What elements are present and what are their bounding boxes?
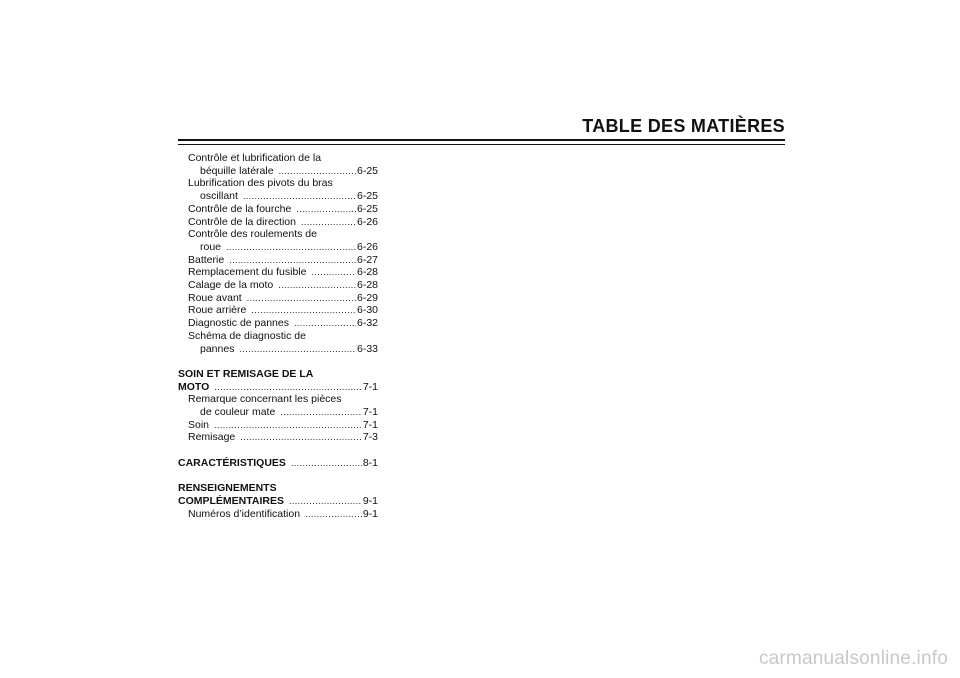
toc-entry-label: Schéma de diagnostic de xyxy=(188,329,306,342)
toc-page-number: 6-25 xyxy=(356,164,378,177)
toc-entry-label: Remplacement du fusible xyxy=(188,266,307,279)
toc-section-label: CARACTÉRISTIQUES xyxy=(178,456,286,469)
dot-leader xyxy=(214,419,362,432)
toc-entry-label: béquille latérale xyxy=(200,164,274,177)
title-rule xyxy=(178,139,785,145)
toc-entry-label: de couleur mate xyxy=(200,406,276,419)
toc-page-number: 6-29 xyxy=(356,291,378,304)
dot-leader xyxy=(243,190,356,203)
dot-leader xyxy=(301,216,356,229)
dot-leader xyxy=(214,381,362,394)
dot-leader xyxy=(239,343,356,356)
toc-entry-label: Roue avant xyxy=(188,291,242,304)
toc-page-number: 7-1 xyxy=(362,406,378,419)
dot-leader xyxy=(294,317,356,330)
toc-entry[interactable] xyxy=(178,216,378,229)
toc-entry[interactable] xyxy=(178,152,378,165)
section-spacer xyxy=(178,355,378,368)
dot-leader xyxy=(278,279,356,292)
toc-entry-label: Soin xyxy=(188,418,210,431)
toc-entry[interactable] xyxy=(178,228,378,241)
toc-section-heading[interactable] xyxy=(178,495,378,508)
toc-page-number: 6-27 xyxy=(356,253,378,266)
toc-entry[interactable] xyxy=(178,330,378,343)
toc-entry-label: Calage de la moto xyxy=(188,279,274,292)
toc-entry[interactable] xyxy=(178,317,378,330)
toc-entry-label: Contrôle de la fourche xyxy=(188,202,292,215)
dot-leader xyxy=(229,254,356,267)
toc-entry[interactable] xyxy=(178,343,378,356)
dot-leader xyxy=(291,457,362,470)
toc-page-number: 6-26 xyxy=(356,240,378,253)
toc-entry[interactable] xyxy=(178,393,378,406)
toc-page-number: 8-1 xyxy=(362,456,378,469)
toc-entry-label: Diagnostic de pannes xyxy=(188,317,289,330)
toc-section-label: MOTO xyxy=(178,380,210,393)
toc-entry-label: Contrôle des roulements de xyxy=(188,228,317,241)
toc-entry-label: Lubrification des pivots du bras xyxy=(188,177,333,190)
toc-page-number: 6-33 xyxy=(356,342,378,355)
toc-entry-label: roue xyxy=(200,240,222,253)
toc-section-heading[interactable] xyxy=(178,368,378,381)
toc-page-number: 9-1 xyxy=(362,494,378,507)
toc-page-number: 6-32 xyxy=(356,317,378,330)
dot-leader xyxy=(296,203,356,216)
toc-entry-label: Batterie xyxy=(188,253,225,266)
toc-entry[interactable] xyxy=(178,508,378,521)
toc-entry-label: oscillant xyxy=(200,190,238,203)
toc-entry[interactable] xyxy=(178,431,378,444)
page-title: TABLE DES MATIÈRES xyxy=(582,116,785,136)
toc-entry-label: Remisage xyxy=(188,431,236,444)
toc-section-label: COMPLÉMENTAIRES xyxy=(178,494,284,507)
section-spacer xyxy=(178,470,378,483)
toc-entry-label: Numéros d’identification xyxy=(188,507,301,520)
table-of-contents xyxy=(178,152,378,520)
toc-entry-label: Contrôle de la direction xyxy=(188,215,296,228)
toc-entry[interactable] xyxy=(178,292,378,305)
toc-page-number: 6-28 xyxy=(356,279,378,292)
toc-page-number: 6-28 xyxy=(356,266,378,279)
dot-leader xyxy=(247,292,356,305)
dot-leader xyxy=(289,495,362,508)
toc-entry[interactable] xyxy=(178,241,378,254)
section-spacer xyxy=(178,444,378,457)
toc-page-number: 7-1 xyxy=(362,380,378,393)
toc-entry-label: Remarque concernant les pièces xyxy=(188,393,342,406)
toc-page-number: 7-3 xyxy=(362,431,378,444)
toc-entry[interactable] xyxy=(178,254,378,267)
dot-leader xyxy=(280,406,362,419)
toc-entry[interactable] xyxy=(178,177,378,190)
toc-page-number: 6-26 xyxy=(356,215,378,228)
toc-page-number: 7-1 xyxy=(362,418,378,431)
dot-leader xyxy=(305,508,362,521)
toc-entry-label: pannes xyxy=(200,342,235,355)
dot-leader xyxy=(226,241,356,254)
toc-section-heading[interactable] xyxy=(178,381,378,394)
watermark: carmanualsonline.info xyxy=(758,648,948,669)
dot-leader xyxy=(279,165,356,178)
toc-entry[interactable] xyxy=(178,279,378,292)
toc-section-label: SOIN ET REMISAGE DE LA xyxy=(178,367,314,380)
toc-entry[interactable] xyxy=(178,304,378,317)
toc-entry[interactable] xyxy=(178,165,378,178)
toc-page-number: 6-25 xyxy=(356,202,378,215)
toc-page-number: 9-1 xyxy=(362,507,378,520)
toc-entry[interactable] xyxy=(178,419,378,432)
toc-entry[interactable] xyxy=(178,266,378,279)
toc-section-heading[interactable] xyxy=(178,482,378,495)
toc-entry-label: Roue arrière xyxy=(188,304,247,317)
toc-entry-label: Contrôle et lubrification de la xyxy=(188,152,322,164)
toc-entry[interactable] xyxy=(178,203,378,216)
toc-page-number: 6-25 xyxy=(356,190,378,203)
toc-page-number: 6-30 xyxy=(356,304,378,317)
dot-leader xyxy=(311,266,356,279)
toc-section-heading[interactable] xyxy=(178,457,378,470)
toc-section-label: RENSEIGNEMENTS xyxy=(178,482,277,495)
dot-leader xyxy=(240,431,362,444)
toc-entry[interactable] xyxy=(178,406,378,419)
toc-entry[interactable] xyxy=(178,190,378,203)
dot-leader xyxy=(251,304,356,317)
